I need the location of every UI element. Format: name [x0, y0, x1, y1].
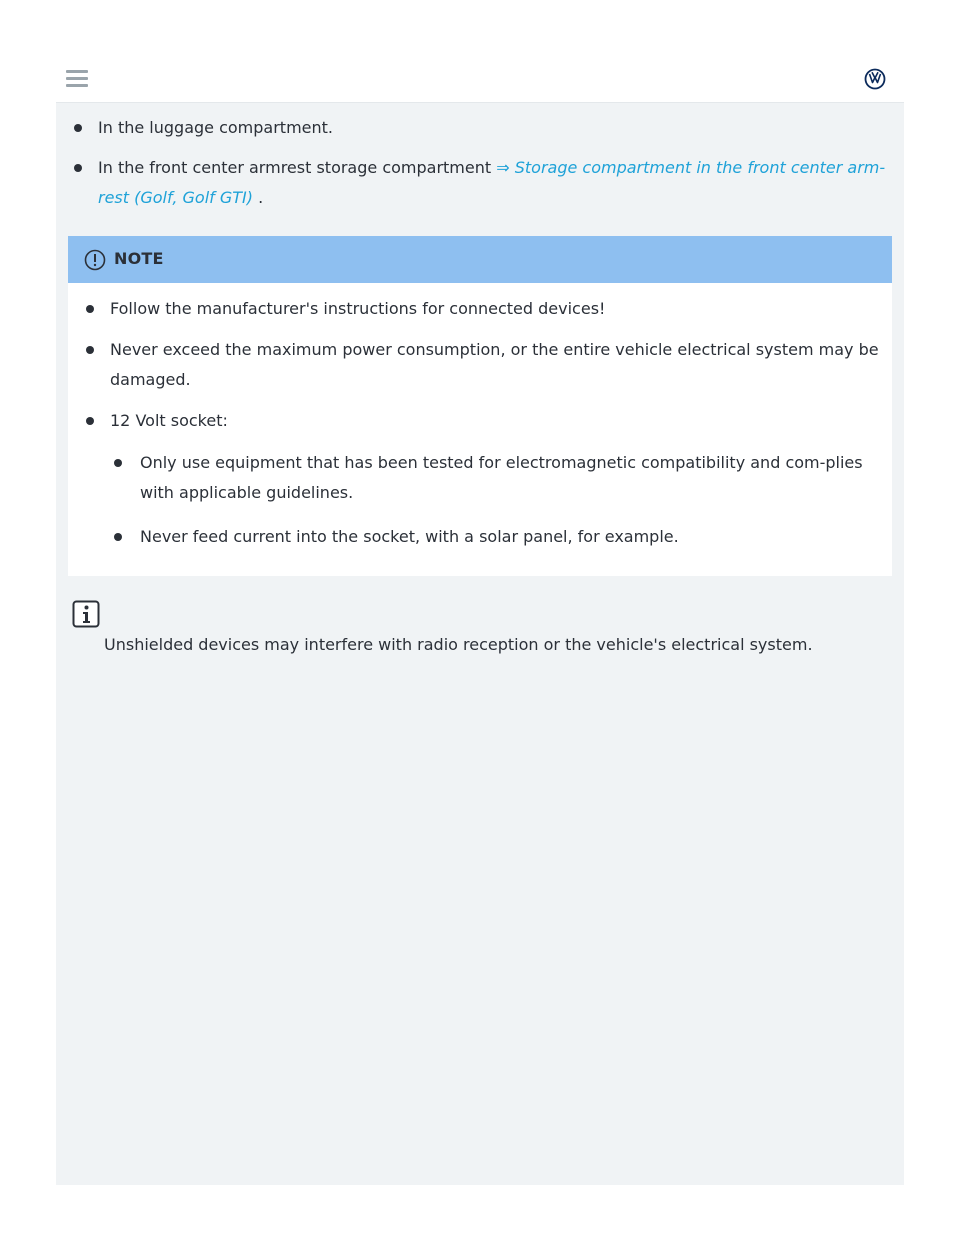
note-title: NOTE [114, 249, 164, 268]
bullet-icon [74, 124, 82, 132]
info-icon [72, 600, 100, 628]
location-list [72, 113, 892, 223]
list-item-text: In the front center armrest storage compartment [98, 158, 497, 177]
list-item-text: 12 Volt socket: [110, 411, 228, 430]
bullet-icon [86, 417, 94, 425]
bullet-icon [86, 346, 94, 354]
bullet-icon [74, 164, 82, 172]
sub-list-item-text: Only use equipment that has been tested for electromagnetic compatibility and com-plies with applicable guidelines. [140, 453, 863, 502]
bullet-icon [114, 459, 122, 467]
list-item [84, 406, 884, 552]
list-item-text: Never exceed the maximum power consumption, or the entire vehicle electrical system may be damaged. [110, 340, 879, 389]
list-item-text: Follow the manufacturer's instructions for connected devices! [110, 299, 606, 318]
vw-logo-icon[interactable] [864, 68, 886, 90]
bullet-icon [86, 305, 94, 313]
note-header [68, 236, 892, 283]
list-item-text: In the luggage compartment. [98, 118, 333, 137]
list-item-suffix: . [253, 188, 264, 207]
info-text: Unshielded devices may interfere with radio reception or the vehicle's electrical system. [104, 635, 813, 654]
sub-list-item [110, 448, 884, 508]
list-item [84, 335, 884, 395]
sub-list-item-text: Never feed current into the socket, with a solar panel, for example. [140, 527, 679, 546]
hamburger-menu-icon[interactable] [66, 70, 88, 88]
list-item [72, 153, 892, 213]
top-bar [56, 56, 904, 103]
bullet-icon [114, 533, 122, 541]
note-list [84, 294, 884, 566]
sub-list [110, 448, 884, 552]
page-content [56, 103, 904, 1185]
storage-compartment-link[interactable]: ⇒ Storage compartment in the front center arm-rest (Golf, Golf GTI) [98, 158, 886, 207]
list-item [72, 113, 892, 143]
note-box [68, 236, 892, 576]
list-item [84, 294, 884, 324]
exclamation-circle-icon [84, 249, 106, 271]
sub-list-item [110, 522, 884, 552]
